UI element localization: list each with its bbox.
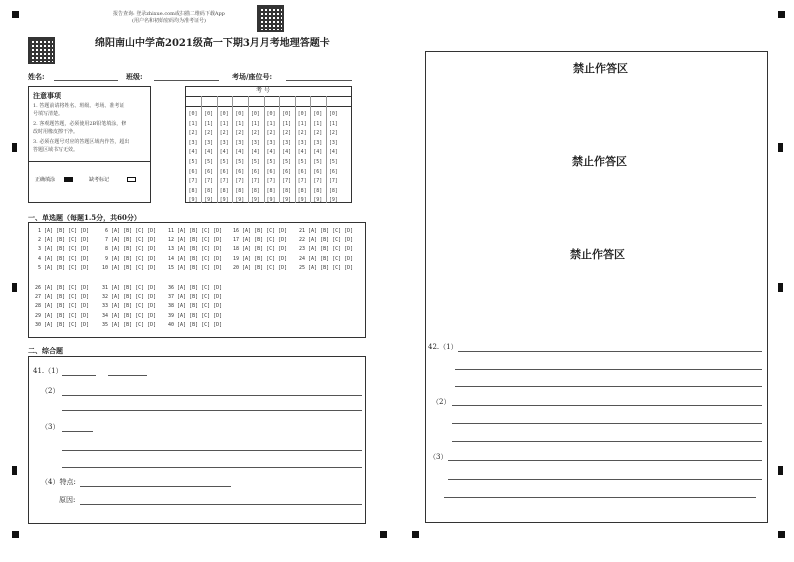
exam-id-title: 考 号 [256, 87, 270, 94]
exam-id-bubble[interactable]: [6] [204, 168, 214, 175]
choice-column-16-20[interactable]: 16 [A] [B] [C] [D] 17 [A] [B] [C] [D] 18 [A] [B] [C] [D] 19 [A] [B] [C] [D] 20 [A] [B] [C] [D] [233, 228, 288, 271]
room-seat-label: 考场/座位号: [232, 72, 273, 81]
q42-part2-line[interactable] [452, 405, 762, 406]
exam-id-bubble[interactable]: [1] [204, 120, 214, 127]
exam-id-column-divider [295, 96, 296, 203]
choice-column-1-5[interactable]: 1 [A] [B] [C] [D] 2 [A] [B] [C] [D] 3 [A] [B] [C] [D] 4 [A] [B] [C] [D] 5 [A] [B] [C] [D] [38, 228, 90, 271]
exam-id-bubble[interactable]: [5] [297, 158, 307, 165]
instruction-line: 3. 必须在题号对应的答题区域内作答，超出 [33, 139, 130, 145]
exam-id-bubble[interactable]: [9] [313, 197, 323, 204]
exam-id-bubble[interactable]: [4] [328, 149, 338, 156]
exam-id-bubble[interactable]: [9] [219, 197, 229, 204]
exam-id-column-divider [310, 96, 311, 203]
exam-id-bubble[interactable]: [8] [282, 187, 292, 194]
name-field[interactable] [54, 80, 118, 81]
q41-part3-blank[interactable] [62, 431, 93, 432]
registration-mark [380, 531, 387, 538]
exam-id-bubble[interactable]: [5] [313, 158, 323, 165]
choice-column-11-15[interactable]: 11 [A] [B] [C] [D] 12 [A] [B] [C] [D] 13 [A] [B] [C] [D] 14 [A] [B] [C] [D] 15 [A] [B] [C] [D] [168, 228, 223, 271]
section1-title: 一、单选题（每题1.5分，共60分） [28, 213, 141, 222]
exam-id-bubble[interactable]: [9] [188, 197, 198, 204]
correct-fill-label: 正确填涂 [35, 177, 56, 183]
q41-part3-line[interactable] [62, 467, 362, 468]
exam-id-bubble[interactable]: [6] [219, 168, 229, 175]
exam-id-bubble[interactable]: [6] [328, 168, 338, 175]
q41-part1-label: 41.（1） [33, 367, 63, 375]
exam-id-bubble[interactable]: [8] [297, 187, 307, 194]
instruction-line: 1. 答题前请将姓名、班级、考场、准考证 [33, 103, 125, 109]
choice-column-6-10[interactable]: 6 [A] [B] [C] [D] 7 [A] [B] [C] [D] 8 [A] [B] [C] [D] 9 [A] [B] [C] [D] 10 [A] [B] [C] [D] [102, 228, 157, 271]
q41-part2-line[interactable] [62, 410, 362, 411]
exam-id-bubble[interactable]: [5] [219, 158, 229, 165]
registration-mark [778, 11, 785, 18]
exam-id-bubble[interactable]: [1] [282, 120, 292, 127]
exam-id-bubble[interactable]: [1] [188, 120, 198, 127]
exam-id-bubble[interactable]: [3] [250, 139, 260, 146]
exam-id-digit-column[interactable] [312, 110, 324, 206]
timing-mark [778, 283, 783, 292]
exam-id-bubble[interactable]: [9] [204, 197, 214, 204]
timing-mark [12, 143, 17, 152]
exam-id-bubble[interactable]: [7] [235, 178, 245, 185]
exam-id-bubble[interactable]: [9] [235, 197, 245, 204]
correct-fill-sample [64, 177, 73, 182]
exam-id-bubble[interactable]: [0] [250, 111, 260, 117]
exam-id-bubble[interactable]: [9] [266, 197, 276, 204]
instructions-title: 注意事项 [33, 91, 61, 100]
registration-mark [12, 531, 19, 538]
exam-id-bubble[interactable]: [5] [188, 158, 198, 165]
timing-mark [12, 283, 17, 292]
exam-id-bubble[interactable]: [8] [328, 187, 338, 194]
exam-id-bubble[interactable]: [5] [250, 158, 260, 165]
exam-id-bubble[interactable]: [7] [204, 178, 214, 185]
exam-id-bubble[interactable]: [2] [219, 130, 229, 137]
name-label: 姓名: [28, 72, 45, 81]
class-label: 班级: [126, 72, 143, 81]
exam-id-bubble[interactable]: [0] [282, 111, 292, 117]
q42-part3-label: （3） [429, 453, 448, 461]
exam-id-bubble[interactable]: [7] [266, 178, 276, 185]
exam-id-bubble[interactable]: [0] [266, 111, 276, 117]
q42-part1-line[interactable] [458, 351, 762, 352]
exam-id-column-divider [279, 96, 280, 203]
exam-id-digit-column[interactable] [203, 110, 215, 206]
exam-id-digit-column[interactable] [234, 110, 246, 206]
exam-id-bubble[interactable]: [4] [204, 149, 214, 156]
room-seat-field[interactable] [286, 80, 352, 81]
q42-part3-line[interactable] [448, 479, 762, 480]
choice-column-36-40[interactable]: 36 [A] [B] [C] [D] 37 [A] [B] [C] [D] 38 [A] [B] [C] [D] 39 [A] [B] [C] [D] 40 [A] [B] [C] [D] [168, 285, 223, 328]
timing-mark [778, 466, 783, 475]
exam-id-bubble[interactable]: [7] [188, 178, 198, 185]
exam-id-bubble[interactable]: [2] [282, 130, 292, 137]
exam-id-bubble[interactable]: [4] [282, 149, 292, 156]
choice-column-26-30[interactable]: 26 [A] [B] [C] [D] 27 [A] [B] [C] [D] 28 [A] [B] [C] [D] 29 [A] [B] [C] [D] 30 [A] [B] [C] [D] [35, 285, 90, 328]
exam-id-bubble[interactable]: [5] [266, 158, 276, 165]
exam-id-bubble[interactable]: [0] [188, 111, 198, 117]
exam-id-digit-column[interactable] [218, 110, 230, 206]
exam-id-digit-column[interactable] [281, 110, 293, 206]
q41-part3-label: （3） [41, 423, 60, 431]
q41-part2-line[interactable] [62, 395, 362, 396]
exam-id-bubble[interactable]: [4] [235, 149, 245, 156]
exam-id-bubble[interactable]: [9] [282, 197, 292, 204]
no-answer-zone-label: 禁止作答区 [573, 62, 628, 75]
q42-part2-line[interactable] [452, 441, 762, 442]
exam-id-bubble[interactable]: [2] [188, 130, 198, 137]
exam-id-bubble[interactable]: [6] [313, 168, 323, 175]
exam-id-bubble[interactable]: [5] [328, 158, 338, 165]
exam-id-bubble[interactable]: [4] [219, 149, 229, 156]
exam-id-bubble[interactable]: [5] [204, 158, 214, 165]
exam-id-bubble[interactable]: [3] [328, 139, 338, 146]
registration-mark [412, 531, 419, 538]
q42-part1-line[interactable] [455, 369, 762, 370]
app-qr-code [257, 5, 284, 32]
exam-id-bubble[interactable]: [2] [204, 130, 214, 137]
exam-id-bubble[interactable]: [8] [188, 187, 198, 194]
exam-id-bubble[interactable]: [1] [313, 120, 323, 127]
exam-id-bubble[interactable]: [3] [188, 139, 198, 146]
q41-reason-label: 原因: [59, 496, 76, 504]
exam-id-bubble[interactable]: [8] [313, 187, 323, 194]
exam-id-bubble[interactable]: [9] [328, 197, 338, 204]
exam-id-bubble[interactable]: [3] [313, 139, 323, 146]
exam-id-column-divider [248, 96, 249, 203]
q41-part1-blank-b[interactable] [108, 375, 147, 376]
section2-title: 二、综合题 [28, 346, 63, 355]
exam-id-column-divider [217, 96, 218, 203]
exam-id-bubble[interactable]: [5] [282, 158, 292, 165]
exam-id-column-divider [201, 96, 202, 203]
exam-id-bubble[interactable]: [8] [204, 187, 214, 194]
exam-id-bubble[interactable]: [8] [250, 187, 260, 194]
exam-id-bubble[interactable]: [2] [235, 130, 245, 137]
exam-id-bubble[interactable]: [4] [188, 149, 198, 156]
exam-id-digit-column[interactable] [327, 110, 339, 206]
exam-id-bubble[interactable]: [2] [250, 130, 260, 137]
exam-id-bubble[interactable]: [4] [266, 149, 276, 156]
exam-id-divider [185, 106, 352, 107]
exam-id-bubble[interactable]: [1] [328, 120, 338, 127]
no-answer-zone-label: 禁止作答区 [572, 155, 627, 168]
q41-part1-blank-a[interactable] [62, 375, 96, 376]
sheet-qr-code [28, 37, 55, 64]
exam-id-digit-column[interactable] [249, 110, 261, 206]
choice-column-21-25[interactable]: 21 [A] [B] [C] [D] 22 [A] [B] [C] [D] 23 [A] [B] [C] [D] 24 [A] [B] [C] [D] 25 [A] [B] [C] [D] [299, 228, 354, 271]
exam-id-bubble[interactable]: [0] [297, 111, 307, 117]
exam-id-bubble[interactable]: [3] [204, 139, 214, 146]
registration-mark [778, 531, 785, 538]
exam-id-bubble[interactable]: [1] [250, 120, 260, 127]
choice-column-31-35[interactable]: 31 [A] [B] [C] [D] 32 [A] [B] [C] [D] 33 [A] [B] [C] [D] 34 [A] [B] [C] [D] 35 [A] [B] [C] [D] [102, 285, 157, 328]
q42-part1-label: 42.（1） [428, 343, 458, 351]
exam-id-bubble[interactable]: [6] [266, 168, 276, 175]
exam-id-bubble[interactable]: [1] [219, 120, 229, 127]
q42-part1-line[interactable] [455, 386, 762, 387]
exam-id-bubble[interactable]: [1] [235, 120, 245, 127]
exam-id-bubble[interactable]: [3] [235, 139, 245, 146]
exam-id-bubble[interactable]: [6] [250, 168, 260, 175]
exam-id-bubble[interactable]: [2] [328, 130, 338, 137]
q41-feature-line[interactable] [80, 486, 231, 487]
q42-part2-label: （2） [432, 398, 451, 406]
q41-answer-area [28, 356, 366, 524]
no-answer-zone-label: 禁止作答区 [570, 248, 625, 261]
report-notice: 报告查询: 登录zhixue.com或扫描二维码下载App [113, 11, 225, 17]
q41-reason-line[interactable] [80, 504, 362, 505]
exam-id-column-divider [264, 96, 265, 203]
exam-id-bubble[interactable]: [2] [313, 130, 323, 137]
exam-id-bubble[interactable]: [4] [313, 149, 323, 156]
exam-id-bubble[interactable]: [7] [219, 178, 229, 185]
instruction-line: 号填写清楚。 [33, 111, 64, 117]
exam-id-column-divider [232, 96, 233, 203]
timing-mark [12, 466, 17, 475]
instruction-line: 改时用橡皮擦干净。 [33, 129, 79, 135]
exam-id-bubble[interactable]: [9] [250, 197, 260, 204]
exam-id-bubble[interactable]: [8] [235, 187, 245, 194]
exam-id-bubble[interactable]: [0] [313, 111, 323, 117]
exam-id-digit-column[interactable] [296, 110, 308, 206]
absent-mark-checkbox[interactable] [127, 177, 136, 182]
exam-id-bubble[interactable]: [7] [328, 178, 338, 185]
q41-part3-line[interactable] [62, 450, 362, 451]
instruction-line: 2. 客观题答题，必须使用2B铅笔填涂，修 [33, 121, 127, 127]
exam-id-bubble[interactable]: [2] [266, 130, 276, 137]
class-field[interactable] [154, 80, 219, 81]
exam-id-bubble[interactable]: [0] [219, 111, 229, 117]
exam-id-bubble[interactable]: [1] [297, 120, 307, 127]
timing-mark [778, 143, 783, 152]
exam-id-bubble[interactable]: [4] [250, 149, 260, 156]
exam-id-bubble[interactable]: [3] [297, 139, 307, 146]
registration-mark [12, 11, 19, 18]
exam-id-bubble[interactable]: [7] [313, 178, 323, 185]
exam-id-divider [185, 96, 352, 97]
exam-id-bubble[interactable]: [3] [282, 139, 292, 146]
absent-mark-label: 缺考标记 [89, 177, 110, 183]
exam-id-bubble[interactable]: [1] [266, 120, 276, 127]
exam-id-bubble[interactable]: [6] [235, 168, 245, 175]
q42-part2-line[interactable] [452, 423, 762, 424]
q42-part3-line[interactable] [444, 497, 756, 498]
exam-id-bubble[interactable]: [8] [266, 187, 276, 194]
q41-part4-label: （4）特点: [41, 478, 76, 486]
exam-id-bubble[interactable]: [5] [235, 158, 245, 165]
exam-id-bubble[interactable]: [0] [328, 111, 338, 117]
exam-id-bubble[interactable]: [7] [297, 178, 307, 185]
q42-part3-line[interactable] [448, 460, 762, 461]
exam-id-bubble[interactable]: [3] [266, 139, 276, 146]
exam-id-digit-column[interactable] [265, 110, 277, 206]
exam-id-bubble[interactable]: [0] [235, 111, 245, 117]
exam-id-bubble[interactable]: [0] [204, 111, 214, 117]
q41-part2-label: （2） [41, 387, 60, 395]
exam-id-bubble[interactable]: [8] [219, 187, 229, 194]
exam-id-bubble[interactable]: [6] [297, 168, 307, 175]
exam-id-bubble[interactable]: [3] [219, 139, 229, 146]
exam-id-bubble[interactable]: [7] [250, 178, 260, 185]
exam-id-bubble[interactable]: [9] [297, 197, 307, 204]
right-answer-panel [425, 51, 768, 523]
exam-id-column-divider [326, 96, 327, 203]
exam-id-bubble[interactable]: [2] [297, 130, 307, 137]
instructions-divider [28, 161, 151, 162]
exam-id-digit-column[interactable] [187, 110, 199, 206]
exam-id-bubble[interactable]: [4] [297, 149, 307, 156]
exam-id-bubble[interactable]: [6] [282, 168, 292, 175]
password-notice: (用户名和初始密码均为准考证号) [132, 18, 206, 24]
instruction-line: 答题区域书写无效。 [33, 147, 79, 153]
exam-id-bubble[interactable]: [7] [282, 178, 292, 185]
page-title: 绵阳南山中学高2021级高一下期3月月考地理答题卡 [95, 38, 330, 49]
exam-id-bubble[interactable]: [6] [188, 168, 198, 175]
